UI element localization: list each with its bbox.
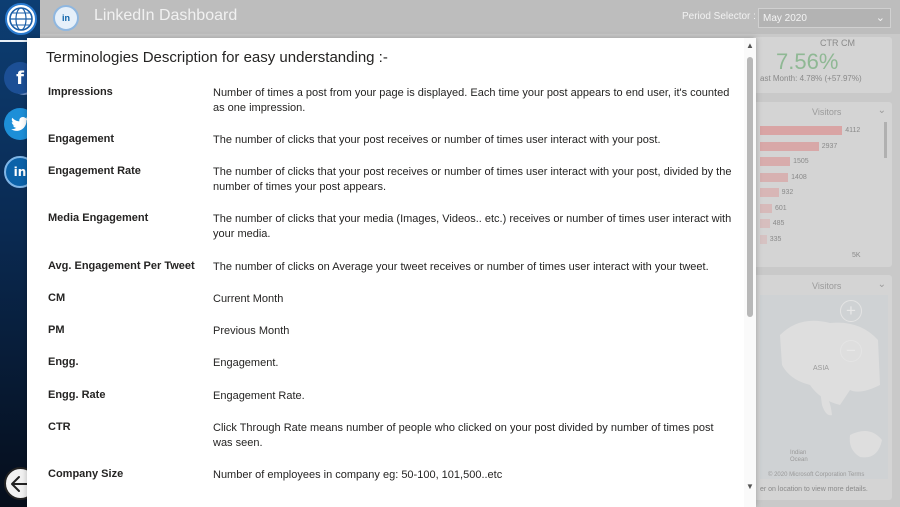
period-selector-label: Period Selector : bbox=[682, 11, 756, 22]
visitors-bar[interactable] bbox=[760, 173, 788, 182]
scroll-down-icon[interactable]: ▼ bbox=[746, 482, 754, 491]
term-description: Current Month bbox=[213, 293, 284, 305]
visitors-bar[interactable] bbox=[760, 157, 790, 166]
term-label: Engg. Rate bbox=[48, 389, 106, 401]
visitors-bar-value: 4112 bbox=[845, 127, 861, 134]
modal-scrollbar[interactable] bbox=[744, 38, 756, 507]
map-title: Visitors bbox=[812, 281, 842, 291]
map-hint: er on location to view more details. bbox=[760, 486, 868, 493]
visitors-bar-value: 1408 bbox=[791, 173, 807, 181]
visitors-bar-value: 335 bbox=[769, 235, 782, 243]
term-label: PM bbox=[48, 324, 65, 336]
term-label: Company Size bbox=[48, 468, 124, 480]
term-description: The number of clicks that your post receives or number of times user interact with your post, divided by the number of times your post appears. bbox=[213, 166, 732, 193]
term-description: Previous Month bbox=[213, 325, 290, 337]
map-copyright-text: © 2020 Microsoft Corporation bbox=[768, 472, 847, 478]
term-description: The number of clicks that your media (Images, Videos.. etc.) receives or number of times user interact with your media. bbox=[213, 213, 732, 240]
map-ocean-label-line2: Ocean bbox=[790, 457, 808, 463]
chevron-down-icon[interactable]: ⌄ bbox=[877, 105, 886, 116]
page-title: LinkedIn Dashboard bbox=[94, 7, 238, 24]
term-label: Media Engagement bbox=[48, 212, 149, 224]
chevron-down-icon: ⌄ bbox=[875, 12, 885, 24]
world-map[interactable] bbox=[760, 295, 888, 479]
period-selector-value: May 2020 bbox=[763, 13, 807, 24]
ctr-last-month: ast Month: 4.78% (+57.97%) bbox=[760, 74, 862, 83]
term-label: CTR bbox=[48, 421, 71, 433]
term-description: The number of clicks that your post receives or number of times user interact with your post. bbox=[213, 134, 661, 146]
scroll-up-icon[interactable]: ▲ bbox=[746, 41, 754, 50]
linkedin-header-icon: in bbox=[53, 5, 79, 31]
term-label: CM bbox=[48, 292, 66, 304]
ctr-value: 7.56% bbox=[776, 49, 839, 74]
visitors-chart-title: Visitors bbox=[812, 107, 842, 117]
visitors-bar[interactable] bbox=[760, 188, 779, 197]
term-label: Engg. bbox=[48, 356, 79, 368]
modal-title: Terminologies Description for easy understanding :- bbox=[46, 49, 388, 66]
scrollbar-thumb[interactable] bbox=[747, 57, 753, 317]
zoom-out-icon[interactable]: − bbox=[840, 340, 862, 362]
visitors-bar[interactable] bbox=[760, 142, 819, 151]
facebook-icon[interactable]: f bbox=[4, 62, 36, 94]
map-terms-link[interactable]: Terms bbox=[848, 472, 865, 478]
map-copyright bbox=[768, 472, 864, 478]
terminology-modal bbox=[27, 38, 756, 507]
term-description: The number of clicks on Average your tweet receives or number of times user interact with your tweet. bbox=[213, 261, 709, 273]
term-label: Engagement bbox=[48, 133, 115, 145]
map-ocean-label bbox=[790, 450, 808, 464]
term-description: Number of employees in company eg: 50-100, 101,500..etc bbox=[213, 469, 503, 481]
visitors-axis-label: 5K bbox=[852, 252, 861, 259]
visitors-bar-value: 601 bbox=[775, 204, 787, 212]
visitors-bar[interactable] bbox=[760, 126, 842, 135]
visitors-bar-value: 485 bbox=[772, 220, 785, 227]
linkedin-icon[interactable]: in bbox=[4, 156, 36, 188]
visitors-bar-value: 2937 bbox=[821, 142, 838, 150]
ctr-kpi-card bbox=[752, 37, 892, 93]
chevron-down-icon[interactable]: ⌄ bbox=[877, 279, 886, 290]
term-label: Impressions bbox=[48, 86, 113, 98]
visitors-bar[interactable] bbox=[760, 204, 772, 213]
term-description: Engagement Rate. bbox=[213, 390, 305, 402]
visitors-bar-value: 1505 bbox=[793, 158, 809, 165]
globe-logo-icon bbox=[5, 3, 37, 35]
zoom-in-icon[interactable]: + bbox=[840, 300, 862, 322]
term-description: Click Through Rate means number of people who clicked on your post divided by number of times post was seen. bbox=[213, 422, 714, 449]
visitors-bar[interactable] bbox=[760, 235, 767, 244]
term-label: Engagement Rate bbox=[48, 165, 141, 177]
visitors-map-card bbox=[752, 275, 892, 500]
header-bar bbox=[40, 0, 900, 34]
term-label: Avg. Engagement Per Tweet bbox=[48, 260, 195, 272]
map-landmass-graphic bbox=[760, 295, 888, 479]
map-region-label: ASIA bbox=[813, 365, 829, 372]
visitors-chart-card bbox=[752, 102, 892, 267]
map-ocean-label-line1: Indian bbox=[790, 450, 807, 456]
visitors-bar-value: 932 bbox=[781, 189, 794, 196]
term-description: Engagement. bbox=[213, 357, 279, 369]
term-description: Number of times a post from your page is displayed. Each time your post appears to end user, it's counted as one impression. bbox=[213, 87, 730, 114]
visitors-scrollbar[interactable] bbox=[884, 122, 887, 158]
visitors-bar[interactable] bbox=[760, 219, 770, 228]
ctr-title: CTR CM bbox=[820, 38, 855, 48]
period-selector-dropdown[interactable] bbox=[758, 8, 891, 28]
globe-logo-graphic bbox=[7, 5, 35, 33]
